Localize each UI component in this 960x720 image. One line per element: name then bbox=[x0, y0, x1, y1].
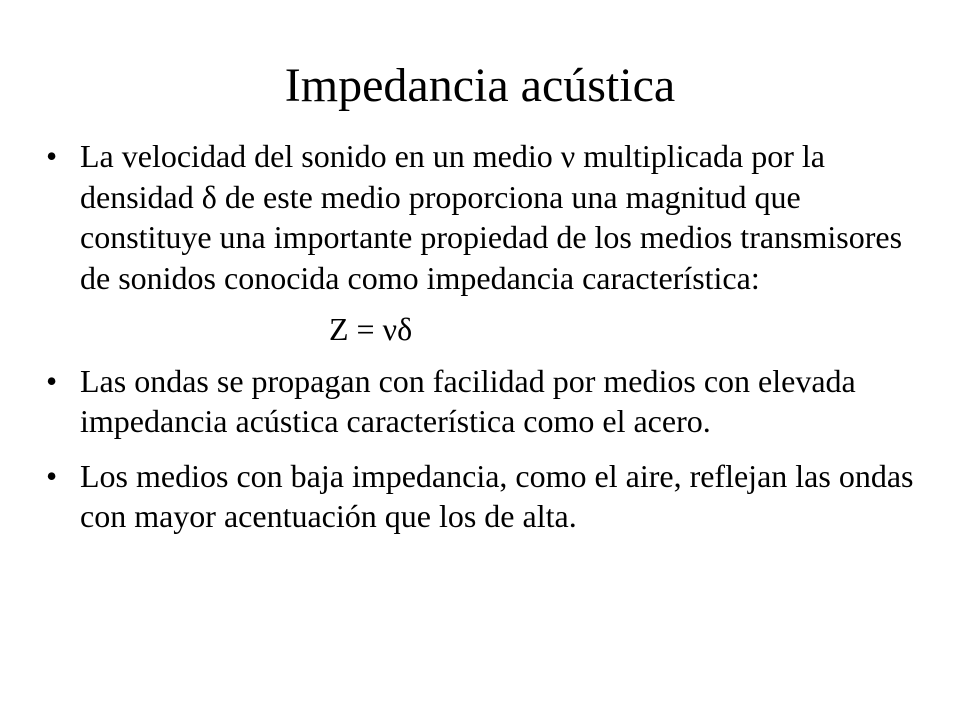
bullet-dot-icon: • bbox=[46, 138, 58, 174]
bullet-item-waves bbox=[46, 361, 926, 442]
bullet-dot-icon: • bbox=[46, 457, 58, 494]
bullet-text-low-impedance: Los medios con baja impedancia, como el aire, reflejan las ondas con mayor acentuación que los de alta. bbox=[80, 457, 914, 534]
bullet-dot-icon: • bbox=[46, 362, 58, 399]
slide-title: Impedancia acústica bbox=[284, 59, 676, 112]
impedance-formula: Z = νδ bbox=[329, 311, 413, 347]
bullet-item-low-impedance bbox=[46, 456, 926, 537]
bullet-list bbox=[46, 136, 926, 537]
bullet-text-waves: Las ondas se propagan con facilidad por medios con elevada impedancia acústica característica como el acero. bbox=[80, 362, 856, 439]
bullet-item-velocity bbox=[46, 136, 926, 298]
bullet-text-velocity: La velocidad del sonido en un medio ν multiplicada por la densidad δ de este medio proporciona una magnitud que constituye una importante propiedad de los medios transmisores de sonidos conocida como impedancia característica: bbox=[80, 138, 903, 296]
